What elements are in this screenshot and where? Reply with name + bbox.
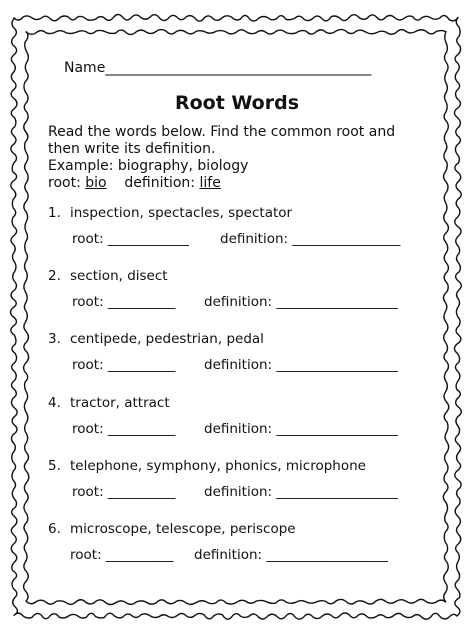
instructions-line-2: then write its definition.: [48, 141, 216, 157]
question-number: 5.: [48, 458, 61, 474]
question-number: 2.: [48, 268, 61, 284]
question-number: 6.: [48, 521, 61, 537]
page-title: Root Words: [174, 92, 300, 114]
instructions: [48, 124, 428, 192]
definition-blank[interactable]: definition: __________________: [194, 547, 388, 563]
question-number: 4.: [48, 395, 61, 411]
question-words: tractor, attract: [70, 395, 170, 411]
definition-blank[interactable]: definition: __________________: [204, 484, 398, 500]
definition-blank[interactable]: definition: __________________: [204, 294, 398, 310]
example-root-value: bio: [85, 175, 107, 191]
definition-blank[interactable]: definition: __________________: [204, 357, 398, 373]
definition-blank[interactable]: definition: __________________: [204, 421, 398, 437]
root-blank[interactable]: root: __________: [72, 421, 176, 437]
root-blank[interactable]: root: __________: [72, 484, 176, 500]
example-answer-line: [48, 175, 428, 192]
question-1: [48, 205, 428, 247]
question-6: [48, 521, 428, 563]
question-number: 1.: [48, 205, 61, 221]
question-4: [48, 395, 428, 437]
example-definition-label: definition:: [124, 175, 196, 191]
question-5: [48, 458, 428, 500]
question-words: microscope, telescope, periscope: [70, 521, 296, 537]
root-blank[interactable]: root: __________: [72, 357, 176, 373]
inner-frame-border: [24, 29, 449, 604]
question-words: telephone, symphony, phonics, microphone: [70, 458, 366, 474]
question-words: centipede, pedestrian, pedal: [70, 331, 264, 347]
example-definition-value: life: [199, 175, 221, 191]
name-label: Name: [64, 60, 106, 76]
root-blank[interactable]: root: __________: [72, 294, 176, 310]
name-field[interactable]: [64, 60, 371, 76]
question-words: inspection, spectacles, spectator: [70, 205, 293, 221]
question-2: [48, 268, 428, 310]
question-words: section, disect: [70, 268, 168, 284]
root-blank[interactable]: root: ____________: [72, 231, 189, 247]
example-line: Example: biography, biology: [48, 158, 249, 174]
question-3: [48, 331, 428, 373]
instructions-line-1: Read the words below. Find the common root and: [48, 124, 396, 140]
definition-blank[interactable]: definition: ________________: [220, 231, 401, 247]
question-number: 3.: [48, 331, 61, 347]
name-blank: ______________________________________: [105, 60, 372, 76]
root-blank[interactable]: root: __________: [70, 547, 174, 563]
example-root-label: root:: [48, 175, 81, 191]
